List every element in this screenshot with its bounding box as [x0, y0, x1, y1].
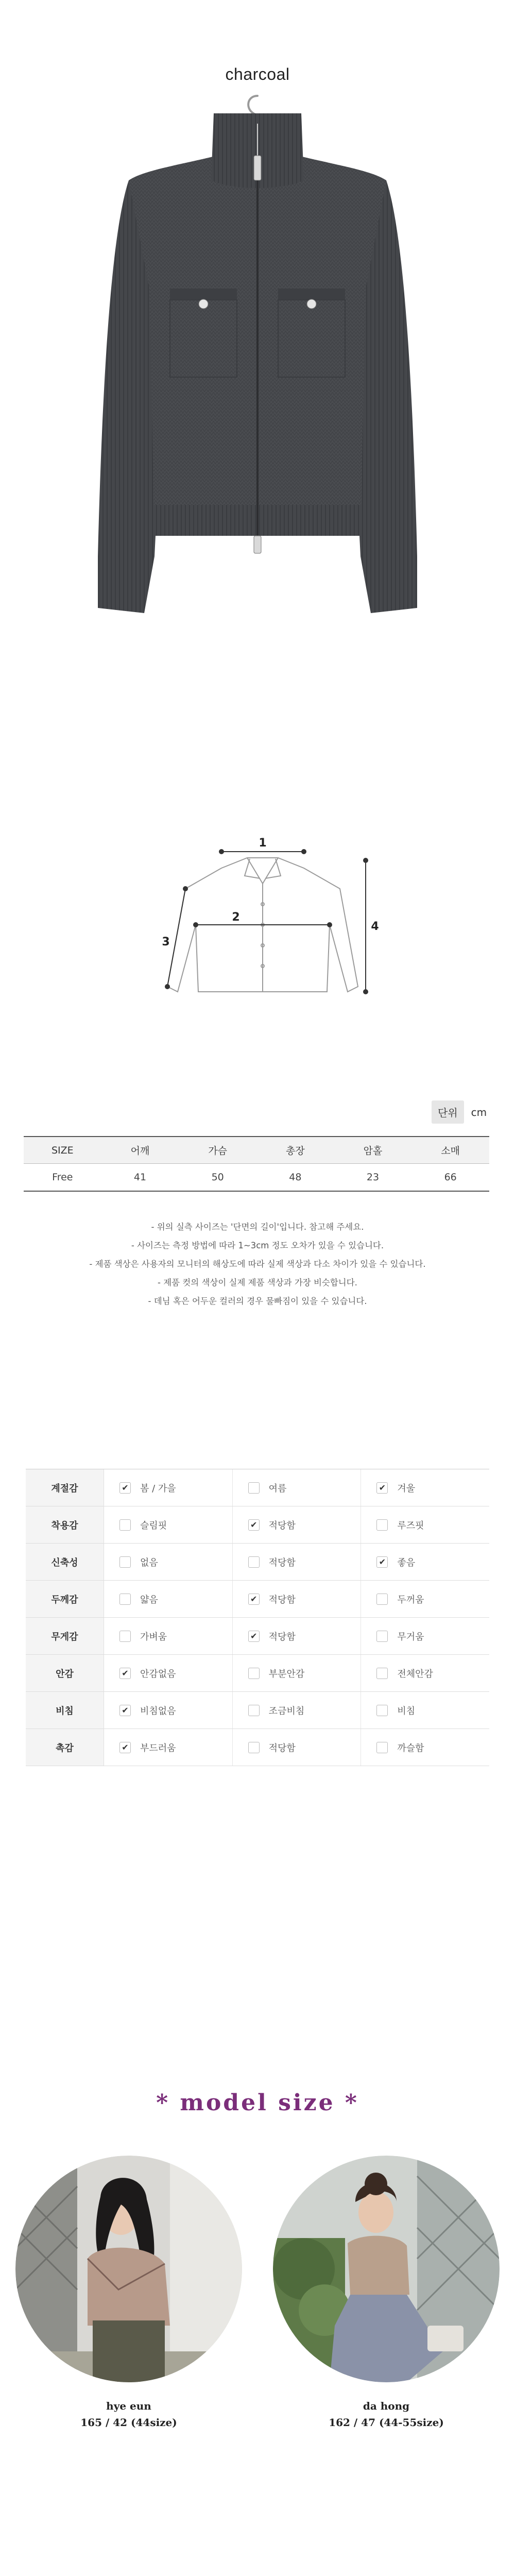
fit-option [104, 1581, 233, 1617]
fit-option [104, 1469, 233, 1506]
fit-option [361, 1692, 489, 1728]
fit-row-lining [26, 1655, 489, 1692]
check-icon: ✔ [250, 1519, 258, 1530]
fit-option-text: 비침 [397, 1705, 416, 1717]
fit-row-sheerness [26, 1692, 489, 1729]
fit-option-text: 적당함 [268, 1742, 296, 1754]
model-size: 162 / 47 (44-55size) [329, 2416, 444, 2429]
fit-option-text: 안감없음 [140, 1668, 176, 1680]
fit-option-text: 겨울 [397, 1483, 416, 1494]
fit-option-text: 봄 / 가을 [140, 1483, 176, 1494]
cell-armhole: 23 [366, 1172, 380, 1183]
fit-option-text: 무거움 [397, 1631, 424, 1642]
fit-row-fit [26, 1506, 489, 1544]
check-icon: ✔ [250, 1631, 258, 1641]
fit-option [233, 1655, 362, 1691]
unit-value: cm [471, 1106, 487, 1118]
checkbox [376, 1556, 388, 1568]
fit-row-label: 계절감 [26, 1469, 104, 1506]
model-name: hye eun [106, 2400, 151, 2412]
fit-row-weight [26, 1618, 489, 1655]
cell-length: 48 [289, 1172, 302, 1183]
fit-option [104, 1655, 233, 1691]
checkbox [376, 1519, 388, 1531]
diagram-label-1: 1 [259, 837, 267, 850]
fit-option-text: 여름 [268, 1483, 287, 1494]
fit-option [233, 1618, 362, 1654]
checkbox [119, 1482, 131, 1494]
fit-option-text: 얇음 [140, 1594, 158, 1605]
fit-row-label: 신축성 [26, 1544, 104, 1580]
fit-option-text: 없음 [140, 1557, 158, 1568]
checkbox [248, 1482, 260, 1494]
fit-option-text: 두꺼움 [397, 1594, 424, 1605]
checkbox [376, 1705, 388, 1716]
fit-option-text: 부분안감 [268, 1668, 305, 1680]
fit-option-text: 조금비침 [268, 1705, 305, 1717]
check-icon: ✔ [122, 1668, 129, 1678]
model-size-title: * model size * [156, 2090, 359, 2116]
fit-row-season [26, 1469, 489, 1506]
note-line: - 사이즈는 측정 방법에 따라 1~3cm 정도 오차가 있을 수 있습니다. [131, 1241, 384, 1250]
check-icon: ✔ [122, 1482, 129, 1493]
diagram-label-2: 2 [232, 911, 240, 924]
fit-option-text: 적당함 [268, 1557, 296, 1568]
model-card [273, 2156, 500, 2429]
size-diagram [144, 837, 381, 1054]
checkbox [119, 1519, 131, 1531]
note-line: - 데님 혹은 어두운 컬러의 경우 물빠짐이 있을 수 있습니다. [148, 1296, 367, 1306]
fit-option [104, 1618, 233, 1654]
header-length: 총장 [285, 1145, 305, 1157]
fit-option [233, 1581, 362, 1617]
unit-indicator [432, 1100, 487, 1124]
fit-option [104, 1729, 233, 1766]
checkbox [248, 1594, 260, 1605]
fit-option [361, 1655, 489, 1691]
checkbox [119, 1742, 131, 1753]
check-icon: ✔ [250, 1594, 258, 1604]
note-line: - 제품 컷의 색상이 실제 제품 색상과 가장 비슷합니다. [158, 1278, 357, 1287]
model-photo [273, 2156, 500, 2382]
checkbox [376, 1668, 388, 1679]
fit-option [361, 1506, 489, 1543]
fit-option [233, 1469, 362, 1506]
check-icon: ✔ [122, 1705, 129, 1715]
check-icon: ✔ [379, 1556, 386, 1567]
fit-row-label: 무게감 [26, 1618, 104, 1654]
fit-option [361, 1544, 489, 1580]
checkbox [248, 1742, 260, 1753]
fit-row-texture [26, 1729, 489, 1766]
checkbox [119, 1556, 131, 1568]
checkbox [248, 1668, 260, 1679]
checkbox [119, 1668, 131, 1679]
note-line: - 제품 색상은 사용자의 모니터의 해상도에 따라 실제 색상과 다소 차이가 있을 수 있습니다. [89, 1259, 426, 1269]
fit-option-text: 슬림핏 [140, 1520, 167, 1531]
fit-row-stretch [26, 1544, 489, 1581]
diagram-label-4: 4 [371, 920, 379, 933]
fit-row-label: 비침 [26, 1692, 104, 1728]
fit-row-thickness [26, 1581, 489, 1618]
check-icon: ✔ [379, 1482, 386, 1493]
fit-option [233, 1544, 362, 1580]
checkbox [248, 1556, 260, 1568]
model-photo [15, 2156, 242, 2382]
product-photo [93, 93, 422, 639]
fit-option-text: 부드러움 [140, 1742, 176, 1754]
header-sleeve: 소매 [441, 1145, 460, 1157]
checkbox [248, 1705, 260, 1716]
size-table-header [24, 1137, 489, 1164]
fit-option-text: 까슬함 [397, 1742, 424, 1754]
size-notes [0, 1218, 515, 1311]
fit-option [361, 1581, 489, 1617]
fit-option-text: 적당함 [268, 1520, 296, 1531]
table-row [24, 1164, 489, 1191]
fit-option [361, 1729, 489, 1766]
note-line: - 위의 실측 사이즈는 '단면의 길이'입니다. 참고해 주세요. [151, 1222, 364, 1232]
header-shoulder: 어깨 [130, 1145, 150, 1157]
fit-row-label: 안감 [26, 1655, 104, 1691]
model-card [15, 2156, 242, 2429]
fit-option [104, 1506, 233, 1543]
checkbox [376, 1742, 388, 1753]
cell-sleeve: 66 [444, 1172, 457, 1183]
fit-option [233, 1506, 362, 1543]
checkbox [119, 1705, 131, 1716]
fit-info-table [26, 1469, 489, 1766]
cell-chest: 50 [211, 1172, 224, 1183]
fit-option-text: 좋음 [397, 1557, 416, 1568]
cell-shoulder: 41 [133, 1172, 147, 1183]
fit-option [104, 1692, 233, 1728]
checkbox [376, 1482, 388, 1494]
header-armhole: 암홀 [363, 1145, 383, 1157]
fit-option [233, 1692, 362, 1728]
fit-option-text: 비침없음 [140, 1705, 176, 1717]
checkbox [376, 1594, 388, 1605]
check-icon: ✔ [122, 1742, 129, 1752]
fit-option-text: 가벼움 [140, 1631, 167, 1642]
header-chest: 가슴 [208, 1145, 228, 1157]
model-name: da hong [363, 2400, 410, 2412]
checkbox [248, 1631, 260, 1642]
fit-option-text: 적당함 [268, 1631, 296, 1642]
fit-row-label: 착용감 [26, 1506, 104, 1543]
checkbox [376, 1631, 388, 1642]
unit-label: 단위 [432, 1100, 464, 1124]
fit-option-text: 전체안감 [397, 1668, 433, 1680]
size-table [24, 1136, 489, 1192]
header-size: SIZE [51, 1144, 74, 1156]
checkbox [248, 1519, 260, 1531]
fit-row-label: 촉감 [26, 1729, 104, 1766]
fit-option [104, 1544, 233, 1580]
checkbox [119, 1631, 131, 1642]
checkbox [119, 1594, 131, 1605]
fit-option [361, 1618, 489, 1654]
cell-size: Free [52, 1172, 73, 1183]
product-color-title: charcoal [225, 65, 290, 83]
fit-option [361, 1469, 489, 1506]
fit-option-text: 적당함 [268, 1594, 296, 1605]
fit-option-text: 루즈핏 [397, 1520, 424, 1531]
fit-option [233, 1729, 362, 1766]
fit-row-label: 두께감 [26, 1581, 104, 1617]
model-size: 165 / 42 (44size) [80, 2416, 177, 2429]
diagram-label-3: 3 [162, 936, 170, 948]
